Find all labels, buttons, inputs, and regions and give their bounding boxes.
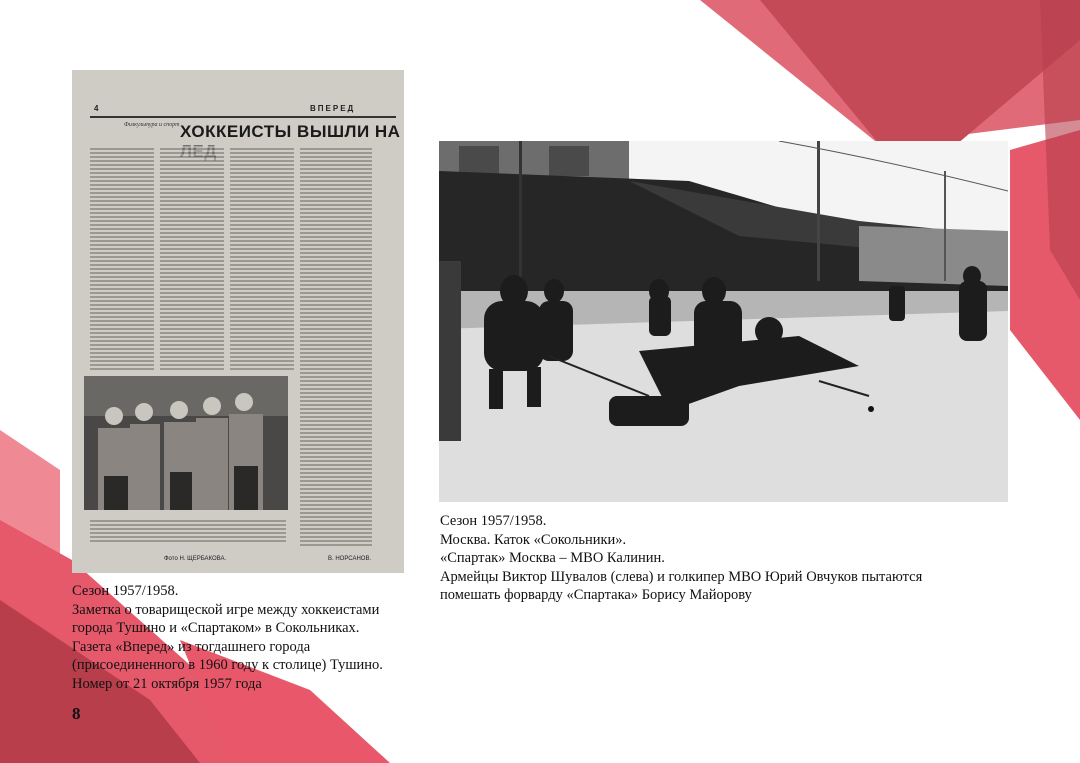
clipping-caption-line: (присоединенного в 1960 году к столице) Тушино. bbox=[72, 657, 383, 673]
team-photo bbox=[84, 376, 288, 510]
text-column-3 bbox=[230, 146, 294, 370]
text-column-4 bbox=[300, 146, 372, 546]
photo-caption bbox=[440, 512, 922, 605]
clipping-headline: ХОККЕИСТЫ ВЫШЛИ НА bbox=[180, 122, 401, 141]
clipping-caption bbox=[72, 582, 383, 693]
text-column-2 bbox=[160, 146, 224, 370]
clipping-caption-line: Газета «Вперед» из тогдашнего города bbox=[72, 638, 311, 655]
clipping-rule bbox=[90, 116, 396, 118]
clipping-rubric: Физкультура и спорт bbox=[124, 122, 180, 128]
clipping-photo-credit: Фото Н. ЩЕРБАКОВА. bbox=[164, 556, 227, 562]
clipping-page-number: 4 bbox=[94, 104, 99, 113]
photo-caption-line: Москва. Каток «Сокольники». bbox=[440, 531, 627, 548]
page-number: 8 bbox=[72, 704, 81, 723]
text-column-1 bbox=[90, 146, 154, 370]
photo-caption-text bbox=[90, 518, 286, 542]
photo-caption-line: помешать форварду «Спартака» Борису Майорову bbox=[440, 587, 752, 603]
hockey-game-image bbox=[439, 141, 1008, 502]
clipping-author: В. НОРСАНОВ. bbox=[328, 556, 372, 562]
hockey-game-photo bbox=[439, 141, 1008, 502]
clipping-caption-line: Сезон 1957/1958. bbox=[72, 583, 179, 599]
clipping-caption-line: города Тушино и «Спартаком» в Сокольниках. bbox=[72, 620, 360, 636]
team-photo-image bbox=[84, 376, 288, 510]
newspaper-clipping bbox=[72, 70, 404, 573]
photo-caption-line: Армейцы Виктор Шувалов (слева) и голкипер МВО Юрий Овчуков пытаются bbox=[440, 568, 923, 585]
clipping-caption-line: Номер от 21 октября 1957 года bbox=[72, 675, 262, 692]
clipping-paper-name: ВПЕРЕД bbox=[310, 104, 356, 113]
photo-caption-line: Сезон 1957/1958. bbox=[440, 513, 547, 529]
clipping-caption-line: Заметка о товарищеской игре между хоккеистами bbox=[72, 601, 380, 618]
photo-caption-line: «Спартак» Москва – МВО Калинин. bbox=[440, 550, 665, 566]
